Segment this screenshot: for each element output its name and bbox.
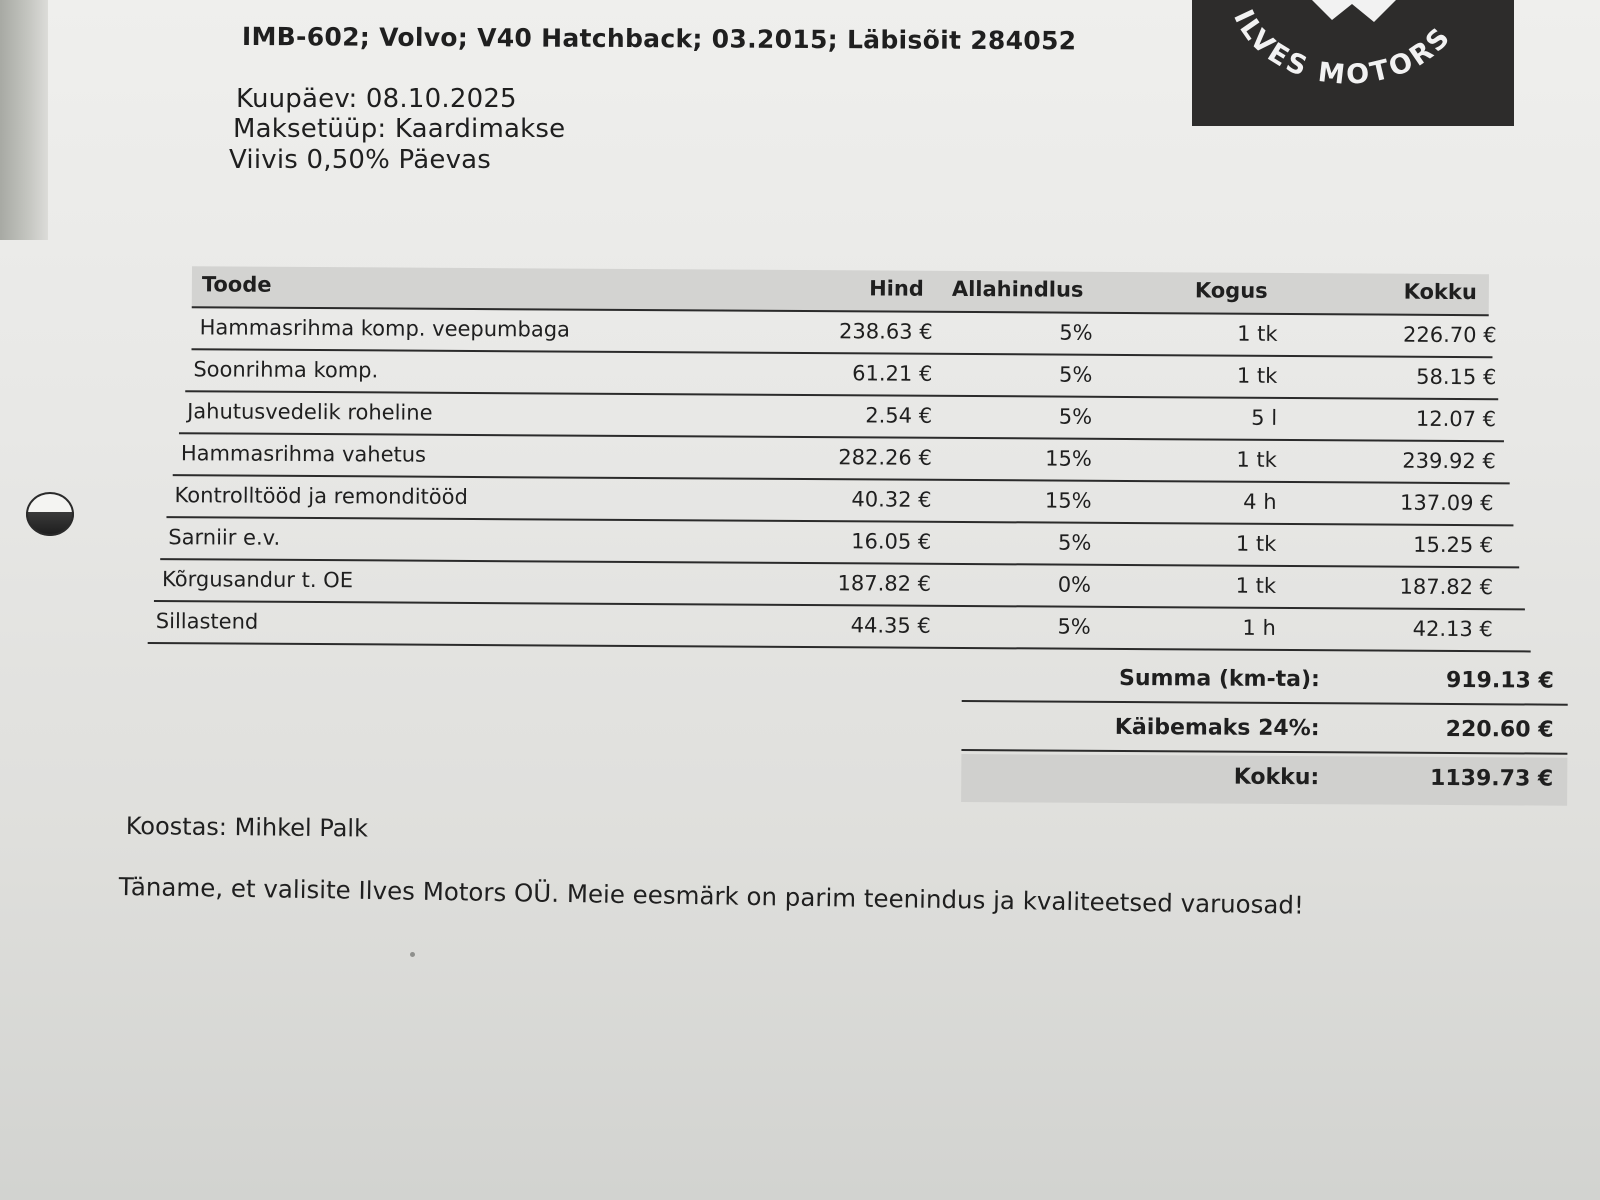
- cell-price: 2.54 €: [865, 403, 933, 428]
- logo-text: ILVES MOTORS: [1227, 5, 1458, 92]
- cell-product: Soonrihma komp.: [193, 357, 379, 383]
- cell-quantity: 1 tk: [1235, 573, 1277, 598]
- cell-price: 238.63 €: [839, 319, 933, 344]
- cell-quantity: 1 tk: [1237, 321, 1278, 346]
- cell-price: 44.35 €: [850, 613, 931, 638]
- column-header-discount: Allahindlus: [951, 276, 1084, 302]
- column-header-product: Toode: [201, 272, 272, 297]
- column-header-price: Hind: [869, 276, 924, 301]
- cell-discount: 5%: [1057, 614, 1091, 639]
- cell-quantity: 4 h: [1243, 489, 1277, 514]
- subtotal-label: Summa (km-ta):: [1118, 665, 1320, 693]
- paper-edge-shadow: [0, 0, 48, 240]
- vehicle-info-heading: IMB-602; Volvo; V40 Hatchback; 03.2015; Läbisõit 284052: [241, 22, 1077, 56]
- late-fee-terms: Viivis 0,50% Päevas: [229, 145, 492, 175]
- cell-total: 12.07 €: [1415, 406, 1497, 432]
- cell-total: 239.92 €: [1402, 448, 1496, 474]
- cell-product: Sarniir e.v.: [168, 525, 281, 550]
- cell-product: Sillastend: [155, 609, 259, 634]
- cell-total: 42.13 €: [1412, 616, 1493, 642]
- vat-row: [961, 705, 1567, 755]
- cell-price: 40.32 €: [851, 487, 932, 512]
- cell-discount: 5%: [1058, 362, 1093, 387]
- cell-quantity: 1 h: [1242, 615, 1276, 640]
- cell-total: 187.82 €: [1399, 574, 1494, 600]
- cell-total: 15.25 €: [1413, 532, 1494, 558]
- cell-quantity: 1 tk: [1236, 363, 1278, 388]
- cell-discount: 15%: [1044, 488, 1092, 513]
- cell-quantity: 1 tk: [1236, 447, 1277, 472]
- vat-value: 220.60 €: [1445, 716, 1554, 743]
- table-row: [148, 602, 1531, 652]
- cell-product: Jahutusvedelik roheline: [187, 399, 433, 425]
- cell-total: 137.09 €: [1399, 490, 1494, 516]
- cell-price: 61.21 €: [852, 361, 933, 386]
- ilves-motors-logo: [1192, 0, 1514, 126]
- cell-total: 58.15 €: [1416, 364, 1497, 390]
- cell-quantity: 1 tk: [1235, 531, 1277, 556]
- logo-crest-shape: [1312, 0, 1396, 22]
- cell-product: Kõrgusandur t. OE: [162, 567, 354, 593]
- invoice-date: Kuupäev: 08.10.2025: [236, 84, 517, 114]
- logo-emblem: [1192, 0, 1514, 126]
- cell-product: Hammasrihma komp. veepumbaga: [199, 315, 571, 342]
- prepared-by: Koostas: Mihkel Palk: [125, 812, 369, 843]
- logo-lettering: [1227, 5, 1458, 91]
- column-header-quantity: Kogus: [1194, 278, 1268, 303]
- table-body: [146, 308, 1533, 652]
- punch-hole: [26, 492, 74, 536]
- cell-price: 16.05 €: [851, 529, 932, 554]
- totals-block: [961, 656, 1568, 809]
- vat-label: Käibemaks 24%:: [1114, 714, 1320, 742]
- cell-price: 187.82 €: [837, 571, 932, 596]
- payment-type: Maksetüüp: Kaardimakse: [233, 114, 566, 144]
- cell-total: 226.70 €: [1403, 322, 1497, 348]
- cell-discount: 5%: [1058, 404, 1093, 429]
- subtotal-value: 919.13 €: [1445, 667, 1554, 694]
- cell-discount: 5%: [1059, 320, 1093, 345]
- thank-you-note: Täname, et valisite Ilves Motors OÜ. Meie eesmärk on parim teenindus ja kvaliteetsed varuosad!: [118, 872, 1305, 920]
- grand-total-label: Kokku:: [1233, 764, 1320, 791]
- grand-total-row: [961, 754, 1567, 806]
- subtotal-row: [962, 656, 1568, 706]
- cell-price: 282.26 €: [838, 445, 932, 470]
- cell-product: Kontrolltööd ja remonditööd: [174, 483, 468, 509]
- cell-product: Hammasrihma vahetus: [180, 441, 427, 467]
- column-header-total: Kokku: [1403, 279, 1477, 305]
- cell-discount: 15%: [1045, 446, 1092, 471]
- paper-speck: [410, 952, 415, 957]
- cell-quantity: 5 l: [1251, 405, 1278, 430]
- invoice-table: [146, 266, 1533, 652]
- cell-discount: 5%: [1057, 530, 1092, 555]
- grand-total-value: 1139.73 €: [1430, 765, 1554, 792]
- cell-discount: 0%: [1057, 572, 1092, 597]
